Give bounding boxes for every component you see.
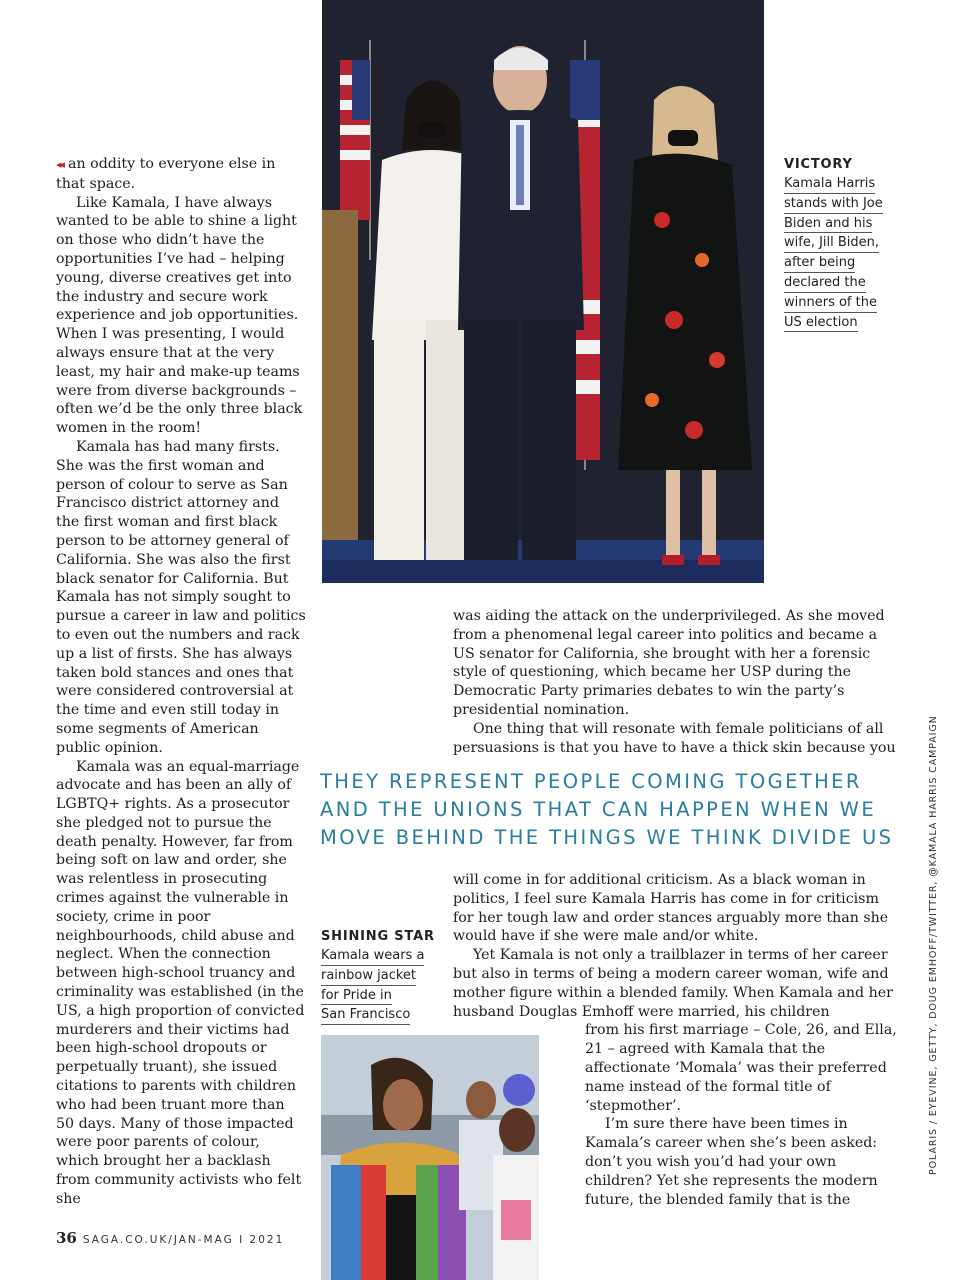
folio-text: SAGA.CO.UK/JAN-MAG I 2021 bbox=[82, 1234, 285, 1246]
caption-shining-star-body bbox=[321, 946, 441, 1025]
caption-victory-line: stands with Joe bbox=[784, 195, 883, 214]
article-paragraph: I’m sure there have been times in Kamala’s career when she’s been asked: don’t you wish you’d had your own children? Yet she represents the modern future, the blended family that is the bbox=[585, 1116, 878, 1208]
caption-victory-heading: VICTORY bbox=[784, 157, 853, 172]
article-middle-top bbox=[453, 607, 898, 757]
caption-victory-line: Kamala Harris bbox=[784, 175, 875, 194]
caption-victory-line: US election bbox=[784, 314, 858, 333]
caption-victory-line: wife, Jill Biden, bbox=[784, 234, 879, 253]
article-paragraph: will come in for additional criticism. As a black woman in politics, I feel sure Kamala Harris has come in for criticism for her tough law and order stances arguably more than she would have if she were male and/or white. bbox=[453, 872, 889, 945]
caption-victory-line: Biden and his bbox=[784, 215, 872, 234]
article-paragraph: Yet Kamala is not only a trailblazer in terms of her career but also in terms of being a modern career woman, wife and mother figure within a blended family. When Kamala and her husband Douglas Emhoff were married, his children bbox=[453, 947, 893, 1020]
caption-victory-line: after being bbox=[784, 254, 855, 273]
pull-quote: THEY REPRESENT PEOPLE COMING TOGETHER AND THE UNIONS THAT CAN HAPPEN WHEN WE MOVE BEHIND THE THINGS WE THINK DIVIDE US bbox=[320, 770, 894, 849]
article-paragraph: Like Kamala, I have always wanted to be able to shine a light on those who didn’t have the opportunities I’ve had – helping young, diverse creatives get into the industry and secure work experience and job opportunities. When I was presenting, I would always ensure that at the very least, my hair and make-up teams were from diverse backgrounds – often we’d be the only three black women in the room! bbox=[56, 194, 303, 437]
caption-shining-line: Kamala wears a bbox=[321, 947, 424, 966]
continued-marker-icon: ◂◂ bbox=[56, 158, 64, 171]
caption-victory bbox=[784, 155, 914, 332]
caption-victory-body bbox=[784, 174, 914, 332]
caption-shining-star bbox=[321, 927, 441, 1025]
article-left-column bbox=[56, 155, 306, 1209]
page-number: 36 bbox=[56, 1229, 77, 1247]
article-paragraph: One thing that will resonate with female politicians of all persuasions is that you have to have a thick skin because you bbox=[453, 720, 896, 756]
caption-victory-line: declared the bbox=[784, 274, 866, 293]
pride-photo bbox=[321, 1035, 539, 1280]
article-paragraph: Kamala has had many firsts. She was the first woman and person of colour to serve as San Francisco district attorney and the first woman and first black person to be attorney general of California. She was also the first black senator for California. But Kamala has not simply sought to pursue a career in law and politics to even out the numbers and rack up a list of firsts. She has always taken bold stances and ones that were considered controversial at the time and even still today in some segments of American public opinion. bbox=[56, 438, 306, 756]
victory-photo bbox=[322, 0, 764, 583]
caption-shining-star-heading: SHINING STAR bbox=[321, 929, 435, 944]
caption-shining-line: San Francisco bbox=[321, 1006, 410, 1025]
caption-shining-line: for Pride in bbox=[321, 987, 392, 1006]
victory-photo-illustration bbox=[322, 0, 764, 583]
caption-shining-line: rainbow jacket bbox=[321, 967, 416, 986]
page-folio bbox=[56, 1229, 284, 1247]
pride-photo-illustration bbox=[321, 1035, 539, 1280]
article-paragraph: Kamala was an equal-marriage advocate and has been an ally of LGBTQ+ rights. As a prosecutor she pledged not to pursue the death penalty. However, far from being soft on law and order, she was relentless in prosecuting crimes against the vulnerable in society, crime in poor neighbourhoods, child abuse and neglect. When the connection between high-school truancy and criminality was established (in the US, a high proportion of convicted murderers and their victims had been high-school dropouts or perpetually truant), she issued citations to parents with children who had been truant more than 50 days. Many of those impacted were poor parents of colour, which brought her a backlash from community activists who felt she bbox=[56, 758, 305, 1207]
photo-credit: POLARIS / EYEVINE, GETTY, DOUG EMHOFF/TWITTER, @KAMALA HARRIS CAMPAIGN bbox=[928, 715, 939, 1175]
article-paragraph: ◂◂ an oddity to everyone else in that space. bbox=[56, 156, 276, 192]
caption-victory-line: winners of the bbox=[784, 294, 877, 313]
article-paragraph: from his first marriage – Cole, 26, and Ella, 21 – agreed with Kamala that the affectionate ‘Momala’ was their preferred name instead of the formal title of ‘stepmother’. bbox=[585, 1022, 897, 1114]
article-paragraph: was aiding the attack on the underprivileged. As she moved from a phenomenal legal career into politics and became a US senator for California, she brought with her a forensic style of questioning, which became her USP during the Democratic Party primaries debates to win the party’s presidential nomination. bbox=[453, 608, 885, 718]
